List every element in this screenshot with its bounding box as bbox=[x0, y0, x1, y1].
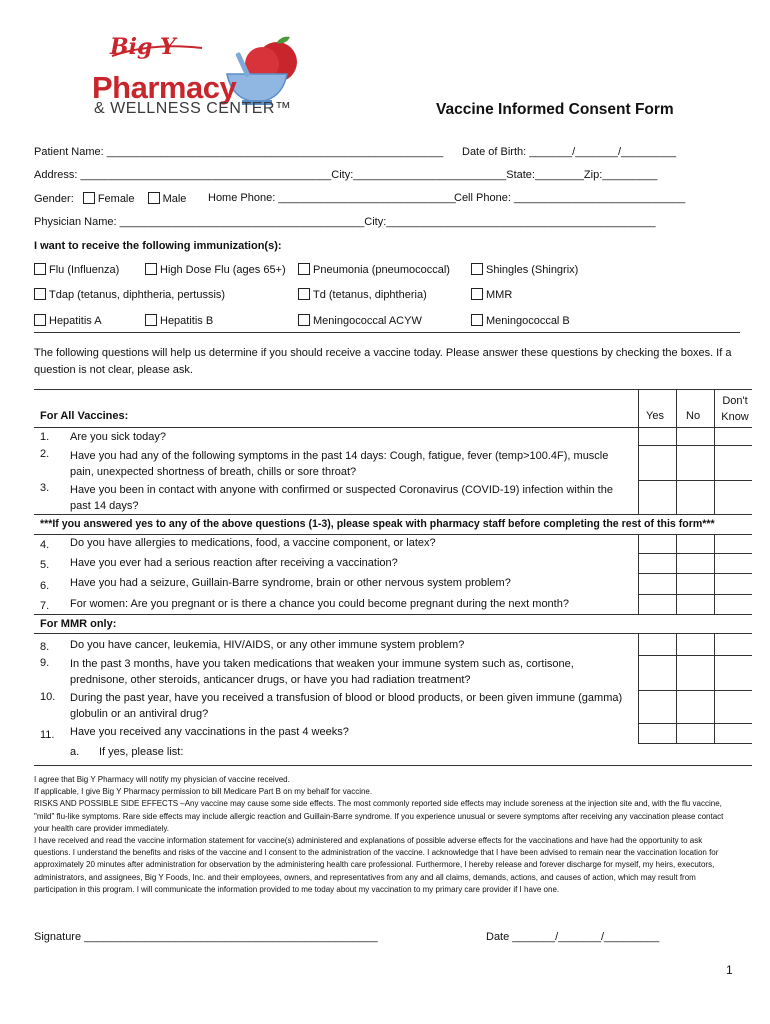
checkbox[interactable] bbox=[145, 263, 157, 275]
table-line bbox=[638, 445, 752, 446]
table-line bbox=[638, 723, 752, 724]
imm-option-mening-acyw[interactable] bbox=[298, 314, 422, 327]
col-no-header: No bbox=[686, 410, 701, 422]
pharmacy-logo bbox=[92, 34, 332, 120]
section-mmr: For MMR only: bbox=[40, 618, 117, 630]
table-line bbox=[676, 633, 677, 743]
address-field[interactable]: Address: _________________________________________City:_________________________State:________Zip:_________ bbox=[34, 169, 658, 181]
dob-field[interactable]: Date of Birth: _______/_______/_________ bbox=[462, 146, 677, 158]
signature-field[interactable]: Signature ________________________________________________ bbox=[34, 931, 378, 943]
imm-option-flu[interactable] bbox=[34, 263, 119, 276]
question-number: 10. bbox=[40, 691, 56, 703]
imm-option-hep-a[interactable] bbox=[34, 314, 102, 327]
table-line bbox=[34, 633, 752, 634]
imm-option-high-dose-flu[interactable] bbox=[145, 263, 286, 276]
question-text: Have you been in contact with anyone with confirmed or suspected Coronavirus (COVID-19) infection within the past 14 days? bbox=[70, 484, 613, 512]
imm-option-mmr[interactable] bbox=[471, 288, 512, 301]
patient-name-field[interactable]: Patient Name: _______________________________________________________ bbox=[34, 146, 444, 158]
table-line bbox=[34, 514, 752, 515]
female-label: Female bbox=[97, 193, 135, 205]
question-number: 2. bbox=[40, 448, 50, 460]
col-yes-header: Yes bbox=[646, 410, 664, 422]
table-line bbox=[714, 534, 715, 614]
imm-option-mening-b[interactable] bbox=[471, 314, 570, 327]
question-number: 5. bbox=[40, 559, 50, 571]
question-number: 3. bbox=[40, 482, 50, 494]
imm-option-pneumonia[interactable] bbox=[298, 263, 450, 276]
table-line bbox=[34, 614, 752, 615]
imm-option-hep-b[interactable] bbox=[145, 314, 213, 327]
question-text: Do you have cancer, leukemia, HIV/AIDS, or any other immune system problem? bbox=[70, 639, 465, 651]
table-line bbox=[638, 534, 639, 614]
question-text: Have you ever had a serious reaction after receiving a vaccination? bbox=[70, 557, 398, 569]
intro-text: The following questions will help us determine if you should receive a vaccine today. Please answer these questions by checking the boxes. If a question is not clear, please ask. bbox=[34, 347, 732, 376]
table-line bbox=[638, 594, 752, 595]
imm-label: MMR bbox=[486, 289, 513, 301]
table-line bbox=[638, 690, 752, 691]
table-line bbox=[676, 389, 677, 514]
physician-field[interactable]: Physician Name: ________________________________________City:____________________________________________ bbox=[34, 216, 656, 228]
checkbox[interactable] bbox=[471, 263, 483, 275]
imm-label: Meningococcal ACYW bbox=[313, 315, 422, 327]
imm-option-tdap[interactable] bbox=[34, 288, 225, 301]
question-text: Are you sick today? bbox=[70, 431, 166, 443]
checkbox[interactable] bbox=[34, 314, 46, 326]
logo-wellness: & WELLNESS CENTER™ bbox=[94, 100, 292, 117]
table-line bbox=[714, 389, 715, 514]
question-text: Have you had a seizure, Guillain-Barre syndrome, brain or other nervous system problem? bbox=[70, 577, 511, 589]
warning-text: ***If you answered yes to any of the above questions (1-3), please speak with pharmacy staff before completing the rest of this form*** bbox=[40, 518, 715, 530]
col-dont-know-header: Don't Know bbox=[721, 395, 749, 423]
table-line bbox=[676, 534, 677, 614]
table-line bbox=[714, 633, 715, 743]
page-number: 1 bbox=[726, 963, 733, 977]
table-line bbox=[638, 633, 639, 743]
consent-text bbox=[34, 774, 734, 896]
question-number: 6. bbox=[40, 580, 50, 592]
checkbox[interactable] bbox=[471, 314, 483, 326]
logo-big-y: Big Y bbox=[110, 34, 176, 60]
question-text: During the past year, have you received a transfusion of blood or blood products, or been given immune (gamma) globulin or an antiviral drug? bbox=[70, 692, 623, 720]
checkbox[interactable] bbox=[471, 288, 483, 300]
checkbox[interactable] bbox=[145, 314, 157, 326]
checkbox[interactable] bbox=[298, 263, 310, 275]
imm-option-shingles[interactable] bbox=[471, 263, 578, 276]
imm-option-td[interactable] bbox=[298, 288, 427, 301]
imm-label: Hepatitis A bbox=[49, 315, 102, 327]
signature-date-field[interactable]: Date _______/_______/_________ bbox=[486, 931, 660, 943]
question-number: 8. bbox=[40, 641, 50, 653]
question-text: Do you have allergies to medications, food, a vaccine component, or latex? bbox=[70, 537, 436, 549]
imm-label: Hepatitis B bbox=[160, 315, 214, 327]
question-text: Have you received any vaccinations in the past 4 weeks? bbox=[70, 726, 349, 738]
question-text: Have you had any of the following symptoms in the past 14 days: Cough, fatigue, fever (temp>100.4F), muscle pain, unexpected shortness of breath, chills or sore throat? bbox=[70, 450, 609, 478]
male-label: Male bbox=[162, 193, 187, 205]
question-text: In the past 3 months, have you taken medications that weaken your immune system such as, cortisone, prednisone, other steroids, anticancer drugs, or have you had radiation treatment? bbox=[70, 658, 574, 686]
consent-paragraph: I agree that Big Y Pharmacy will notify my physician of vaccine received. bbox=[34, 775, 290, 784]
table-line bbox=[638, 389, 639, 514]
imm-label: Meningococcal B bbox=[486, 315, 570, 327]
table-line bbox=[638, 655, 752, 656]
gender-row bbox=[34, 192, 186, 205]
logo-pharmacy: Pharmacy bbox=[92, 70, 237, 105]
imm-label: Flu (Influenza) bbox=[49, 264, 120, 276]
imm-label: Td (tetanus, diphtheria) bbox=[313, 289, 427, 301]
table-border bbox=[34, 389, 752, 390]
question-number: 9. bbox=[40, 657, 50, 669]
sub-question-text[interactable]: If yes, please list: bbox=[99, 746, 184, 758]
imm-label: Tdap (tetanus, diphtheria, pertussis) bbox=[49, 289, 226, 301]
home-phone-field[interactable]: Home Phone: _____________________________ bbox=[208, 192, 456, 204]
imm-label: High Dose Flu (ages 65+) bbox=[160, 264, 286, 276]
question-number: 11. bbox=[40, 729, 55, 741]
question-number: 1. bbox=[40, 431, 50, 443]
section-divider bbox=[34, 332, 740, 333]
immunization-heading: I want to receive the following immunization(s): bbox=[34, 240, 282, 252]
form-title: Vaccine Informed Consent Form bbox=[436, 101, 674, 118]
consent-paragraph: I have received and read the vaccine information statement for vaccine(s) administered and explanations of possible adverse effects for the vaccinations and have had the opportunity to ask questions. I understand the benefits and risks of the vaccine and I consent to the administration of the vaccine. I acknowledge that I have been advised to remain near the vaccination location for approximately 20 minutes after administration for observation by the administering health care professional. Furthermore, I hereby release and forever discharge for myself, my heirs, executors, administrators, and assignees, Big Y Foods, Inc. and their employees, owners, and representatives from any and all claims, demands, actions, and causes of action, which may result from participation in this program. I will communicate the information provided to me today about my vaccination to my primary care provider if I have one. bbox=[34, 836, 719, 894]
table-line bbox=[638, 573, 752, 574]
checkbox[interactable] bbox=[34, 288, 46, 300]
checkbox[interactable] bbox=[298, 288, 310, 300]
imm-label: Shingles (Shingrix) bbox=[486, 264, 579, 276]
table-line bbox=[638, 743, 752, 744]
imm-label: Pneumonia (pneumococcal) bbox=[313, 264, 450, 276]
consent-paragraph: If applicable, I give Big Y Pharmacy permission to bill Medicare Part B on my behalf for vaccine. bbox=[34, 787, 373, 797]
section-all-vaccines: For All Vaccines: bbox=[40, 410, 129, 422]
table-line bbox=[34, 427, 752, 428]
checkbox[interactable] bbox=[298, 314, 310, 326]
sub-question-number: a. bbox=[70, 746, 80, 758]
female-checkbox[interactable] bbox=[83, 192, 95, 204]
male-checkbox[interactable] bbox=[148, 192, 160, 204]
gender-label: Gender: bbox=[34, 193, 74, 205]
questions-table bbox=[34, 389, 752, 766]
consent-paragraph: RISKS AND POSSIBLE SIDE EFFECTS –Any vaccine may cause some side effects. The most commonly reported side effects may include soreness at the injection site and, with the flu vaccine, "mild" flu-like symptoms. Rare side effects may include allergic reaction and Guillain-Barre syndrome. If you experience unusual or severe symptoms after receiving any vaccination please contact your health care provider immediately. bbox=[34, 799, 724, 833]
cell-phone-field[interactable]: Cell Phone: ____________________________ bbox=[454, 192, 686, 204]
question-text: For women: Are you pregnant or is there a chance you could become pregnant during the next month? bbox=[70, 598, 569, 610]
table-border bbox=[34, 765, 752, 766]
checkbox[interactable] bbox=[34, 263, 46, 275]
question-number: 4. bbox=[40, 539, 50, 551]
table-line bbox=[34, 534, 752, 535]
table-line bbox=[638, 480, 752, 481]
question-number: 7. bbox=[40, 600, 50, 612]
table-line bbox=[638, 553, 752, 554]
